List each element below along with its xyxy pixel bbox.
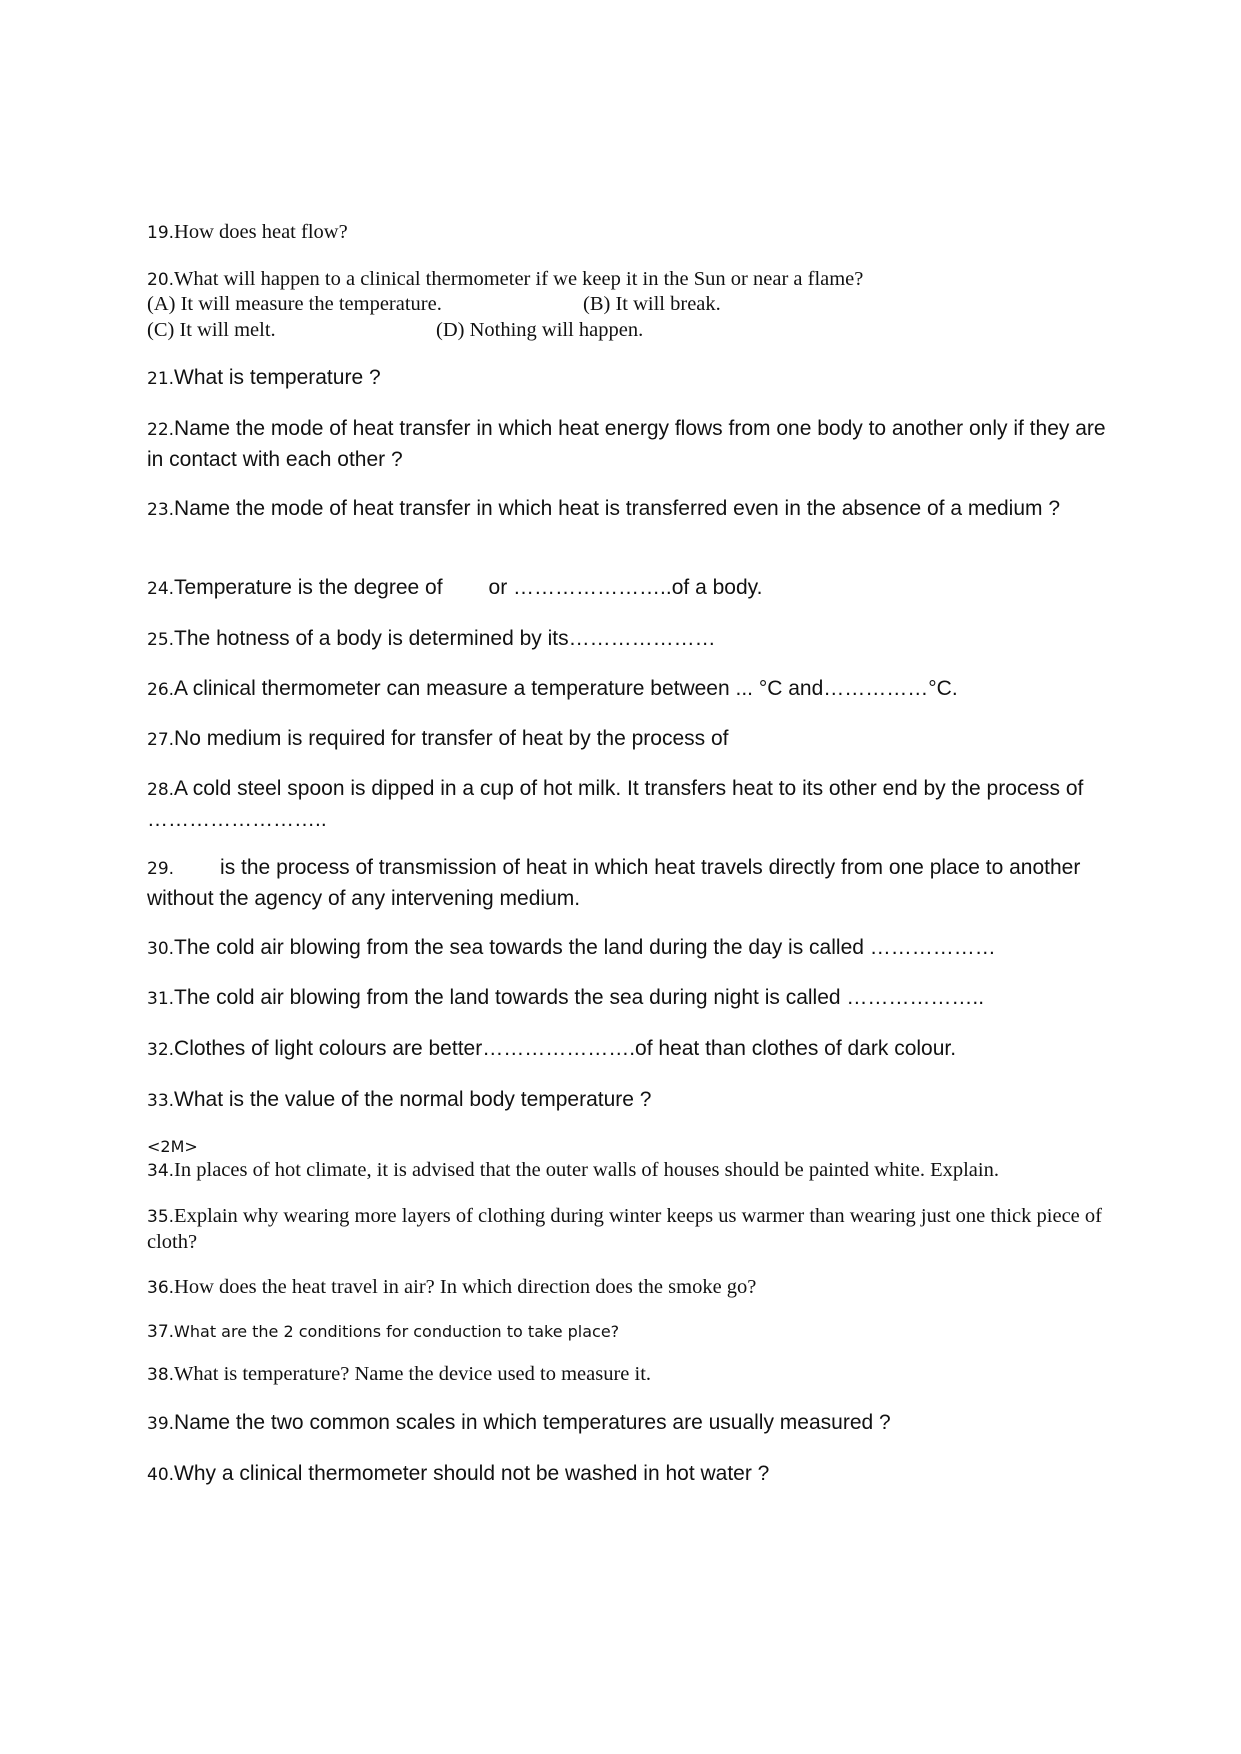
- question-22: 22.Name the mode of heat transfer in which heat energy flows from one body to another only if they are in contact with each other ?: [147, 417, 1106, 471]
- question-24: 24.Temperature is the degree of or …………………..of a body.: [147, 576, 763, 599]
- option-a: (A) It will measure the temperature.: [147, 293, 442, 315]
- question-38: 38.What is temperature? Name the device used to measure it.: [147, 1363, 652, 1385]
- question-29: 29. is the process of transmission of heat in which heat travels directly from one place to another without the agency of any intervening medium.: [147, 856, 1081, 910]
- option-d: (D) Nothing will happen.: [436, 319, 644, 341]
- question-25: 25.The hotness of a body is determined by its…………………: [147, 627, 716, 650]
- question-34: 34.In places of hot climate, it is advised that the outer walls of houses should be painted white. Explain.: [147, 1159, 999, 1181]
- question-37: 37.What are the 2 conditions for conduction to take place?: [147, 1322, 620, 1342]
- question-27: 27.No medium is required for transfer of heat by the process of: [147, 727, 729, 750]
- question-23: 23.Name the mode of heat transfer in which heat is transferred even in the absence of a medium ?: [147, 497, 1061, 520]
- question-39: 39.Name the two common scales in which temperatures are usually measured ?: [147, 1411, 891, 1434]
- option-b: (B) It will break.: [583, 293, 721, 315]
- question-32: 32.Clothes of light colours are better………………….of heat than clothes of dark colour.: [147, 1037, 957, 1060]
- question-20: 20.What will happen to a clinical thermometer if we keep it in the Sun or near a flame?: [147, 268, 864, 290]
- question-40: 40.Why a clinical thermometer should not be washed in hot water ?: [147, 1462, 770, 1485]
- question-28: 28.A cold steel spoon is dipped in a cup of hot milk. It transfers heat to its other end by the process of ……………………..: [147, 777, 1084, 831]
- question-26: 26.A clinical thermometer can measure a temperature between ... °C and……………°C.: [147, 677, 958, 700]
- question-36: 36.How does the heat travel in air? In which direction does the smoke go?: [147, 1276, 757, 1298]
- question-35: 35.Explain why wearing more layers of clothing during winter keeps us warmer than wearing just one thick piece of cloth?: [147, 1205, 1102, 1253]
- section-label: <2M>: [147, 1137, 198, 1156]
- question-30: 30.The cold air blowing from the sea towards the land during the day is called ………………: [147, 936, 996, 959]
- question-21: 21.What is temperature ?: [147, 366, 381, 389]
- question-19: 19.How does heat flow?: [147, 221, 348, 243]
- option-c: (C) It will melt.: [147, 319, 276, 341]
- question-31: 31.The cold air blowing from the land towards the sea during night is called ………………..: [147, 986, 985, 1009]
- question-33: 33.What is the value of the normal body temperature ?: [147, 1088, 652, 1111]
